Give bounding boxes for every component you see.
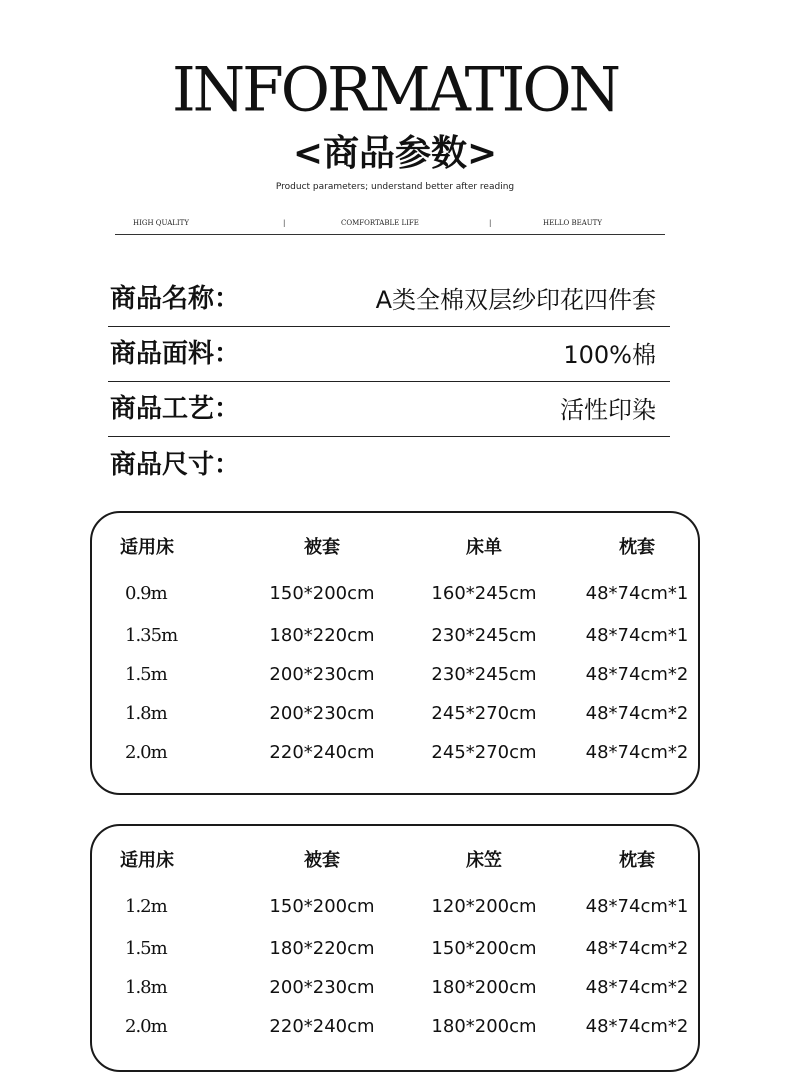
fitted-sheet-size: 150*200cm — [431, 938, 537, 959]
spec-value: A类全棉双层纱印花四件套 — [375, 286, 656, 314]
bed-size: 1.5m — [125, 938, 167, 959]
table-header-text: 被套 — [304, 537, 340, 558]
spec-row-fabric — [108, 327, 670, 382]
size-table-fitted-sheet — [90, 824, 700, 1072]
duvet-size: 220*240cm — [269, 742, 375, 763]
spec-label: 商品面料： — [110, 339, 241, 369]
duvet-size: 200*230cm — [269, 977, 375, 998]
duvet-size: 200*230cm — [269, 703, 375, 724]
table-header-text: 床笠 — [466, 850, 502, 871]
pillowcase-size: 48*74cm*2 — [585, 938, 689, 959]
sheet-size: 230*245cm — [431, 625, 537, 646]
bed-size: 1.2m — [125, 896, 167, 917]
spec-label: 商品尺寸： — [110, 450, 241, 480]
spec-value: 活性印染 — [560, 396, 656, 424]
pillowcase-size: 48*74cm*2 — [585, 703, 689, 724]
spec-label: 商品名称： — [110, 284, 241, 314]
tagline: Product parameters; understand better after reading — [275, 182, 515, 192]
bed-size: 1.5m — [125, 664, 167, 685]
brand-title: INFORMATION — [171, 54, 619, 126]
table-header: 适用床 — [120, 537, 174, 558]
table-header-text: 被套 — [304, 850, 340, 871]
feature-divider: | — [489, 219, 492, 227]
pillowcase-size: 48*74cm*1 — [585, 625, 689, 646]
duvet-size: 150*200cm — [269, 583, 375, 604]
table-header: 适用床 — [120, 850, 174, 871]
pillowcase-size: 48*74cm*1 — [585, 896, 689, 917]
feature-hello-beauty: HELLO BEAUTY — [543, 219, 602, 227]
table-header-text: 枕套 — [619, 850, 655, 871]
pillowcase-size: 48*74cm*2 — [585, 742, 689, 763]
pillowcase-size: 48*74cm*1 — [585, 583, 689, 604]
bed-size: 1.35m — [125, 625, 178, 646]
feature-comfortable-life: COMFORTABLE LIFE — [341, 219, 419, 227]
bed-size: 1.8m — [125, 703, 167, 724]
pillowcase-size: 48*74cm*2 — [585, 1016, 689, 1037]
feature-divider: | — [283, 219, 286, 227]
sheet-size: 245*270cm — [431, 742, 537, 763]
feature-high-quality: HIGH QUALITY — [133, 219, 189, 227]
duvet-size: 200*230cm — [269, 664, 375, 685]
size-table-flat-sheet — [90, 511, 700, 795]
bed-size: 0.9m — [125, 583, 167, 604]
feature-bar — [115, 215, 665, 235]
sheet-size: 245*270cm — [431, 703, 537, 724]
bed-size: 2.0m — [125, 742, 167, 763]
bed-size: 2.0m — [125, 1016, 167, 1037]
duvet-size: 180*220cm — [269, 625, 375, 646]
spec-row-name — [108, 272, 670, 327]
duvet-size: 150*200cm — [269, 896, 375, 917]
fitted-sheet-size: 180*200cm — [431, 977, 537, 998]
fitted-sheet-size: 120*200cm — [431, 896, 537, 917]
page-subtitle: <商品参数> — [292, 133, 498, 174]
table-header-text: 床单 — [466, 537, 502, 558]
duvet-size: 180*220cm — [269, 938, 375, 959]
sheet-size: 230*245cm — [431, 664, 537, 685]
pillowcase-size: 48*74cm*2 — [585, 664, 689, 685]
spec-row-size — [108, 438, 670, 493]
fitted-sheet-size: 180*200cm — [431, 1016, 537, 1037]
spec-row-process — [108, 382, 670, 437]
spec-value: 100%棉 — [563, 341, 656, 369]
bed-size: 1.8m — [125, 977, 167, 998]
duvet-size: 220*240cm — [269, 1016, 375, 1037]
sheet-size: 160*245cm — [431, 583, 537, 604]
table-header-text: 枕套 — [619, 537, 655, 558]
spec-label: 商品工艺： — [110, 394, 241, 424]
pillowcase-size: 48*74cm*2 — [585, 977, 689, 998]
